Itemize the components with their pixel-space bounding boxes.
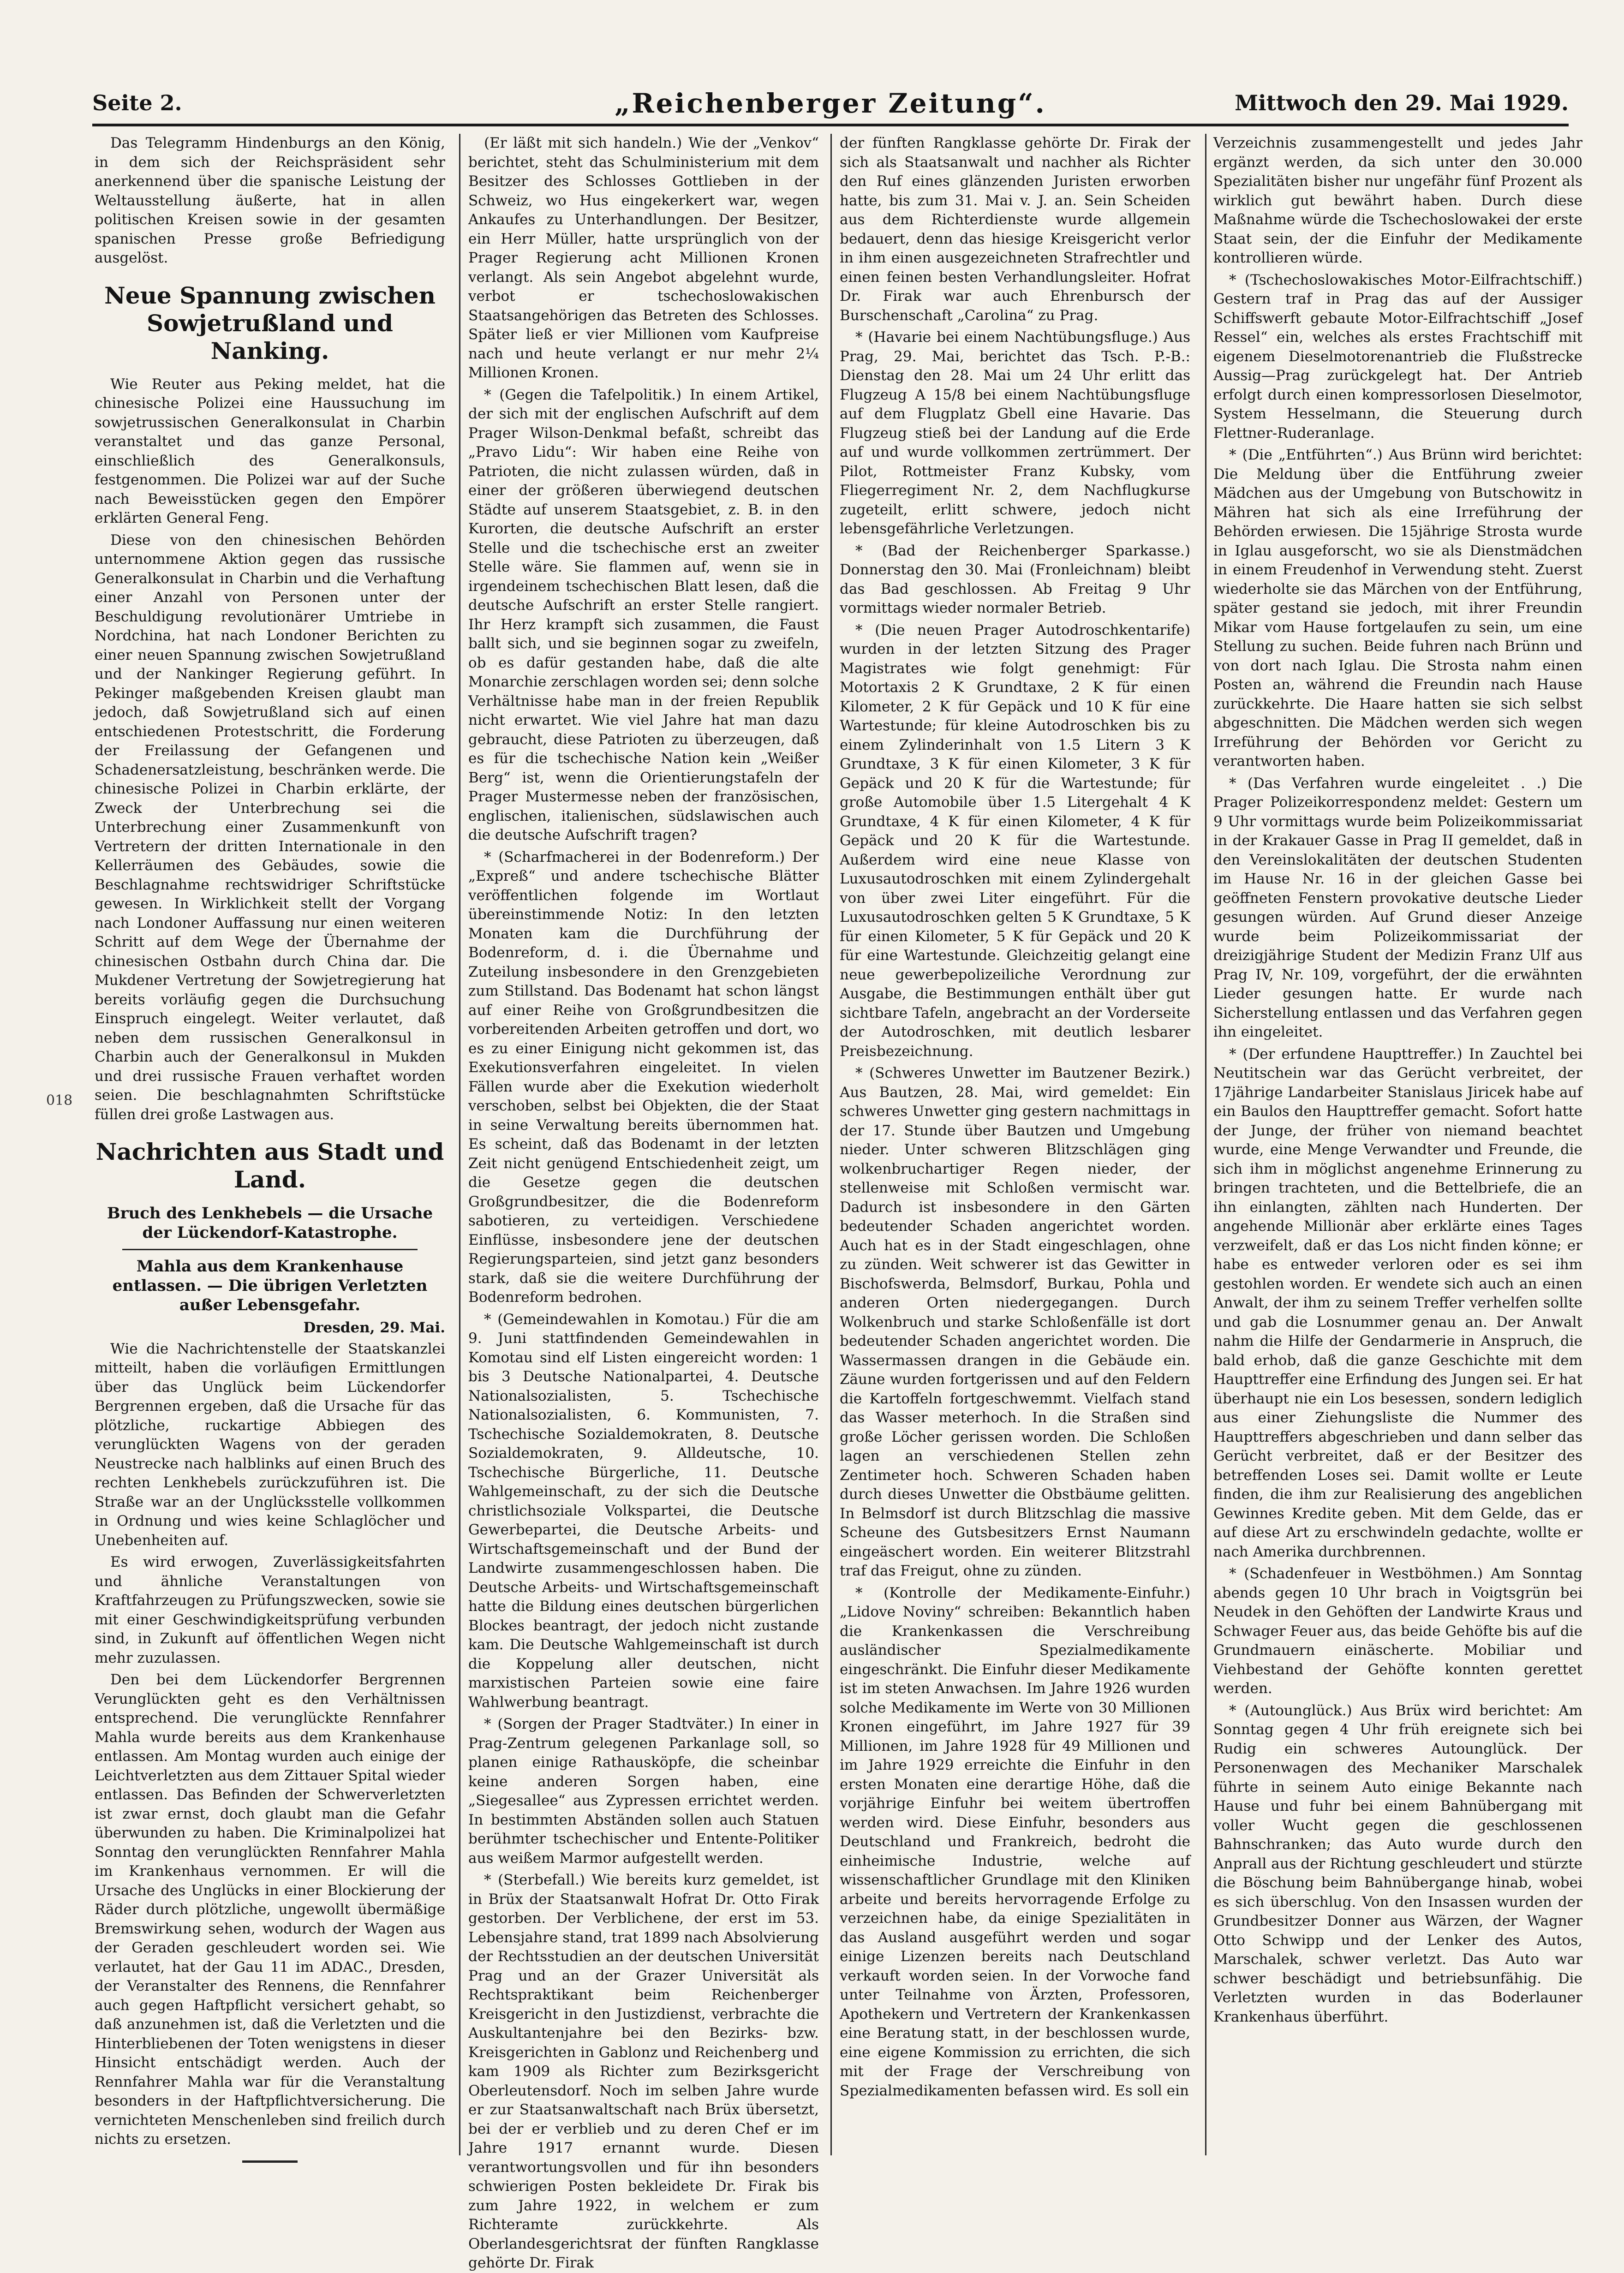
issue-date: Mittwoch den 29. Mai 1929. — [1235, 90, 1569, 115]
article-paragraph: Wie Reuter aus Peking meldet, hat die chinesische Polizei eine Haussuchung im sowjetrussischen Generalkonsulat in Charbin veranstaltet und das ganze Personal, einschließlich des Generalkonsuls, festgenommen. Die Polizei war auf der Suche nach Beweisstücken gegen den Empörer erklärten General Feng. — [95, 376, 445, 526]
news-item: * (Kontrolle der Medikamente-Einfuhr.) „Lidove Noviny“ schreiben: Bekanntlich haben die Krankenkassen die Verschreibung ausländischer Spezialmedikamente eingeschränkt. Die Einfuhr dieser Medikamente ist im steten Anwachsen. Im Jahre 1926 wurden solche Medikamente im Werte von 30 Millionen Kronen eingeführt, im Jahre 1927 für 39 Millionen, im Jahre 1928 für 49 Millionen und im Jahre 1929 erreichte die Einfuhr in den ersten Monaten eine derartige Höhe, daß die vorjährige Einfuhr bei weitem übertroffen werden wird. Diese Einfuhr, besonders aus Deutschland und Frankreich, bedroht die einheimische Industrie, welche auf wissenschaftlicher Grundlage mit den Kliniken arbeite und bereits hervorragende Erfolge zu verzeichnen habe, da einige Spezialitäten in das Ausland ausgeführt werden und sogar einige Lizenzen bereits nach Deutschland verkauft worden seien. In der Vorwoche fand unter Teilnahme von Ärzten, Professoren, Apothekern und Vertretern der Krankenkassen eine Beratung statt, in der beschlossen wurde, eine eigene Kommission zu errichten, die sich mit der Frage der Verschreibung von Spezialmedikamenten befassen wird. Es soll ein — [840, 1584, 1190, 2099]
column-3 — [840, 134, 1190, 2178]
newspaper-title: „Reichenberger Zeitung“. — [615, 88, 1046, 119]
divider — [122, 1249, 418, 1250]
news-item: * (Die „Entführten“.) Aus Brünn wird berichtet: Die Meldung über die Entführung zweier Mädchen aus der Umgebung von Butschowitz in Mähren hat sich als eine Irreführung der Behörden erwiesen. Die 15jährige Strosta wurde in Iglau ausgeforscht, wo sie als Dienstmädchen in einem Freudenhof in Verwendung steht. Zuerst wiederholte sie das Märchen von der Entführung, später gestand sie jedoch, mit ihrer Freundin Mikar vom Hause fortgelaufen zu sein, um eine Stellung zu suchen. Beide fuhren nach Brünn und von dort nach Iglau. Die Strosta nahm einen Posten an, während die Freundin nach Hause zurückkehrte. Die Haare hatten sie sich selbst abgeschnitten. Die Mädchen werden sich wegen Irreführung der Behörden vor Gericht zu verantworten haben. — [1213, 447, 1582, 770]
news-item: * (Schweres Unwetter im Bautzener Bezirk.) Aus Bautzen, 28. Mai, wird gemeldet: Ein schweres Unwetter ging gestern nachmittags in der 17. Stunde über Bautzen und Umgebung nieder. Unter schweren Blitzschlägen ging wolkenbruchartiger Regen nieder, der stellenweise mit Schloßen vermischt war. Dadurch ist insbesondere in den Gärten bedeutender Schaden angerichtet worden. Auch hat es in der Stadt eingeschlagen, ohne zu zünden. Weit schwerer ist das Gewitter in Bischofswerda, Belmsdorf, Burkau, Pohla und anderen Orten niedergegangen. Durch Wolkenbruch und starke Schloßenfälle ist dort bedeutender Schaden angerichtet worden. Die Wassermassen drangen in die Gebäude ein. Zäune wurden fortgerissen und auf den Feldern die Kartoffeln fortgeschwemmt. Vielfach stand das Wasser meterhoch. In die Straßen sind große Löcher gerissen worden. Die Schloßen lagen an verschiedenen Stellen zehn Zentimeter hoch. Schweren Schaden haben durch dieses Unwetter die Obstbäume gelitten. In Belmsdorf ist durch Blitzschlag die massive Scheune des Gutsbesitzers Ernst Naumann eingeäschert worden. Ein weiterer Blitzstrahl traf das Freigut, ohne zu zünden. — [840, 1065, 1190, 1579]
margin-mark: 018 — [46, 1092, 73, 1109]
news-item: * (Sterbefall.) Wie bereits kurz gemeldet, ist in Brüx der Staatsanwalt Hofrat Dr. Otto Firak gestorben. Der Verblichene, der erst im 53. Lebensjahre stand, trat 1899 nach Absolvierung der Rechtsstudien an der deutschen Universität Prag und an der Grazer Universität als Rechtspraktikant beim Reichenberger Kreisgericht in den Justizdienst, verbrachte die Auskultantenjahre bei den Bezirks- bzw. Kreisgerichten in Gablonz und Reichenberg und kam 1909 als Richter zum Bezirksgericht Oberleutensdorf. Noch im selben Jahre wurde er zur Staatsanwaltschaft nach Brüx übersetzt, bei der er verblieb und zu deren Chef er im Jahre 1917 ernannt wurde. Diesen verantwortungsvollen und für ihn besonders schwierigen Posten bekleidete Dr. Firak bis zum Jahre 1922, in welchem er zum Richteramte zurückkehrte. Als Oberlandesgerichtsrat der fünften Rangklasse gehörte Dr. Firak — [468, 1872, 819, 2271]
column-4 — [1213, 134, 1582, 2178]
article-end-rule — [242, 2160, 298, 2163]
news-item: (Er läßt mit sich handeln.) Wie der „Venkov“ berichtet, steht das Schulministerium mit dem Besitzer des Schlosses Gottlieben in der Schweiz, wo Hus eingekerkert war, wegen Ankaufes zu Unterhandlungen. Der Besitzer, ein Herr Müller, hatte ursprünglich von der Prager Regierung acht Millionen Kronen verlangt. Als sein Angebot abgelehnt wurde, verbot er tschechoslowakischen Staatsangehörigen das Betreten des Schlosses. Später ließ er vier Millionen vom Kaufpreise nach und heute verlangt er nur mehr 2¼ Millionen Kronen. — [468, 135, 819, 381]
column-1 — [95, 134, 445, 2178]
section-heading-stadt-und-land: Nachrichten aus Stadt und Land. — [96, 1138, 444, 1193]
news-item: * (Havarie bei einem Nachtübungsfluge.) Aus Prag, 29. Mai, berichtet das Tsch. P.-B.: Dienstag den 28. Mai um 24 Uhr erlitt das Flugzeug A 15/8 bei einem Nachtübungsfluge auf dem Flugplatz Gbell eine Havarie. Das Flugzeug stieß bei der Landung auf die Erde auf und wurde vollkommen zertrümmert. Der Pilot, Rottmeister Franz Kubsky, vom Fliegerregiment Nr. 2, dem Nachflugkurse zugeteilt, erlitt schwere, jedoch nicht lebensgefährliche Verletzungen. — [840, 329, 1190, 537]
column-rule — [1205, 134, 1206, 2155]
news-item: * (Schadenfeuer in Westböhmen.) Am Sonntag abends gegen 10 Uhr brach in Voigtsgrün bei Neudek in den Gehöften der Landwirte Kraus und Schwager Feuer aus, das beide Gehöfte bis auf die Grundmauern einäscherte. Mobiliar und Viehbestand der Gehöfte konnten gerettet werden. — [1213, 1565, 1582, 1697]
news-item: * (Das Verfahren wurde eingeleitet . .) Die Prager Polizeikorrespondenz meldet: Gestern um 9 Uhr vormittags wurde beim Polizeikommissariat in der Krakauer Gasse in Prag II gemeldet, daß in den Vereinslokalitäten der deutschen Studenten im Hause Nr. 16 in der gleichen Gasse bei geöffneten Fenstern provokative deutsche Lieder gesungen würden. Auf Grund dieser Anzeige wurde beim Polizeikommissariat der dreizigjährige Student der Medizin Franz Ulf aus Prag IV, Nr. 109, vorgeführt, der die erwähnten Lieder gesungen hatte. Er wurde nach Sicherstellung entlassen und das Verfahren gegen ihn eingeleitet. — [1213, 775, 1582, 1040]
column-rule — [830, 134, 832, 2155]
news-item: * (Die neuen Prager Autodroschkentarife) wurden in der letzten Sitzung des Prager Magistrates wie folgt genehmigt: Für Motortaxis 2 K Grundtaxe, 2 K für einen Kilometer, 2 K für Gepäck und 10 K für eine Wartestunde; für kleine Autodroschken bis zu einem Zylinderinhalt von 1.5 Litern 3 K Grundtaxe, 3 K für einen Kilometer, 3 K für Gepäck und 20 K für die Wartestunde; für große Automobile über 1.5 Litergehalt 4 K Grundtaxe, 4 K für einen Kilometer, 4 K für Gepäck und 20 K für die Wartestunde. Außerdem wird eine neue Klasse von Luxusautodroschken mit einem Zylindergehalt von über zwei Liter eingeführt. Für die Luxusautodroschken gelten 5 K Grundtaxe, 5 K für einen Kilometer, 5 K für Gepäck und 20 K für eine Wartestunde. Gleichzeitig gelangt eine neue gewerbepolizeiliche Verordnung zur Ausgabe, die Bestimmungen enthält über gut sichtbare Tafeln, angebracht an der Vorderseite der Autodroschken, mit deutlich lesbarer Preisbezeichnung. — [840, 621, 1190, 1060]
news-item: der fünften Rangklasse gehörte Dr. Firak der sich als Staatsanwalt und nachher als Richter den Ruf eines glänzenden Juristen erworben hatte, bis zum 31. Mai v. J. an. Sein Scheiden aus dem Richterdienste wurde allgemein bedauert, denn das hiesige Kreisgericht verlor in ihm einen ausgezeichneten Strafrechtler und einen feinen besten Verhandlungsleiter. Hofrat Dr. Firak war auch Ehrenbursch der Burschenschaft „Carolina“ zu Prag. — [840, 135, 1190, 324]
column-2 — [468, 134, 819, 2271]
page-header — [92, 82, 1569, 126]
news-item: * (Sorgen der Prager Stadtväter.) In einer in Prag-Zentrum gelegenen Parkanlage soll, so planen einige Rathausköpfe, die scheinbar keine anderen Sorgen haben, eine „Siegesallee“ aus Zypressen errichtet werden. In bestimmten Abständen sollen auch Statuen berühmter tschechischer und Entente-Politiker aus weißem Marmor aufgestellt werden. — [468, 1716, 819, 1867]
news-item: * (Der erfundene Haupttreffer.) In Zauchtel bei Neutitschein war das Gerücht verbreitet, der 17jährige Landarbeiter Stanislaus Jiricek habe auf ein Baulos den Haupttreffer gemacht. Sofort hatte der Junge, der früher von niemand beachtet wurde, eine Menge Verwandter und Freunde, die sich ihm in möglichst angenehme Erinnerung zu bringen trachteten, und die Bettelbriefe, die an ihn einlangten, zählten nach Hunderten. Der angehende Millionär aber erklärte eines Tages verzweifelt, daß er das Los nicht finden könne; er habe es entweder verloren oder es sei ihm gestohlen worden. Er wendete sich auch an einen Anwalt, der ihm zu seinem Treffer verhelfen sollte und gab die Losnummer genau an. Der Anwalt nahm die Hilfe der Gendarmerie in Anspruch, die bald erhob, daß die ganze Geschichte mit dem Haupttreffer eine Erfindung des Jungen sei. Er hat überhaupt nie ein Los besessen, sondern lediglich aus einer Ziehungsliste die Nummer des Haupttreffers abgeschrieben und dann selber das Gerücht verbreitet, daß er der Besitzer des betreffenden Loses sei. Damit wollte er Leute finden, die ihm zur Realisierung des angeblichen Gewinnes Kredite geben. Mit dem Gelde, das er auf diese Art zu erschwindeln gedachte, wollte er nach Amerika durchbrennen. — [1213, 1045, 1582, 1560]
news-item: * (Gemeindewahlen in Komotau.) Für die am 9. Juni stattfindenden Gemeindewahlen in Komotau sind elf Listen eingereicht worden: 1 bis 3 Deutsche Nationalpartei, 4. Deutsche Nationalsozialisten, 5. Tschechische Nationalsozialisten, 6. Kommunisten, 7. Tschechische Sozialdemokraten, 8. Deutsche Sozialdemokraten, 9. Alldeutsche, 10. Tschechische Bürgerliche, 11. Deutsche Wahlgemeinschaft, zu der sich die Deutsche christlichsoziale Volkspartei, die Deutsche Gewerbepartei, die Deutsche Arbeits- und Wirtschaftsgemeinschaft und der Bund der Landwirte zusammengeschlossen haben. Die Deutsche Arbeits- und Wirtschaftsgemeinschaft hatte die Bildung eines deutschen bürgerlichen Blockes beantragt, der jedoch nicht zustande kam. Die Deutsche Wahlgemeinschaft ist durch die Koppelung aller deutschen, nicht marxistischen Parteien sowie eine faire Wahlwerbung beantragt. — [468, 1311, 819, 1711]
subheading-mahla: Mahla aus dem Krankenhause entlassen. — Die übrigen Verletzten außer Lebensgefahr. — [112, 1257, 428, 1314]
news-item: * (Scharfmacherei in der Bodenreform.) Der „Expreß“ und andere tschechische Blätter veröffentlichen folgende im Wortlaut übereinstimmende Notiz: In den letzten Monaten kam die Durchführung der Bodenreform, d. i. die Übernahme und Zuteilung insbesondere in den Grenzgebieten zum Stillstand. Das Bodenamt hat schon längst auf einer Reihe von Großgrundbesitzen die vorbereitenden Arbeiten getroffen und dort, wo es zu einer Einigung nicht gekommen ist, das Exekutionsverfahren eingeleitet. In vielen Fällen wurde aber die Exekution wiederholt verschoben, selbst bei Objekten, die der Staat in seine Verwaltung bereits übernommen hat. Es scheint, daß das Bodenamt in der letzten Zeit nicht genügend Entschiedenheit zeigt, um die Gesetze gegen die deutschen Großgrundbesitzer, die die Bodenreform sabotieren, zu verteidigen. Verschiedene Einflüsse, insbesondere jene der deutschen Regierungsparteien, sind jetzt ganz besonders stark, daß sie die weitere Durchführung der Bodenreform bedrohen. — [468, 848, 819, 1306]
article-paragraph: Es wird erwogen, Zuverlässigkeitsfahrten und ähnliche Veranstaltungen von Kraftfahrzeugen zu Prüfungszwecken, sowie sie mit einer Geschwindigkeitsprüfung verbunden sind, in Zukunft auf öffentlichen Wegen nicht mehr zuzulassen. — [95, 1554, 445, 1666]
news-item: Verzeichnis zusammengestellt und jedes Jahr ergänzt werden, da sich unter den 30.000 Spezialitäten bisher nur ungefähr fünf Prozent als wirklich gut bewährt haben. Durch diese Maßnahme würde die Tschechoslowakei der erste Staat sein, der die Einfuhr der Medikamente kontrollieren würde. — [1213, 135, 1582, 266]
article-paragraph: Diese von den chinesischen Behörden unternommene Aktion gegen das russische Generalkonsulat in Charbin und die Verhaftung einer Anzahl von Personen unter der Beschuldigung revolutionärer Umtriebe in Nordchina, hat nach Londoner Berichten zu einer neuen Spannung zwischen Sowjetrußland und der Nankinger Regierung geführt. In Pekinger maßgebenden Kreisen glaubt man jedoch, daß Sowjetrußland sich auf einen entschiedenen Protestschritt, die Forderung der Freilassung der Gefangenen und Schadenersatzleistung, beschränken werde. Die chinesische Polizei in Charbin erklärte, der Zweck der Unterbrechung sei die Unterbrechung einer Zusammenkunft von Vertretern der dritten Internationale in den Kellerräumen des Gebäudes, sowie die Beschlagnahme rechtswidriger Schriftstücke gewesen. In Wirklichkeit stellt der Vorgang nach Londoner Auffassung nur einen weiteren Schritt auf dem Wege der Übernahme der chinesischen Ostbahn durch China dar. Die Mukdener Vertretung der Sowjetregierung hat bereits vorläufig gegen die Durchsuchung Einspruch eingelegt. Weiter verlautet, daß neben dem russischen Generalkonsul in Charbin auch der Generalkonsul in Mukden und drei russische Frauen verhaftet worden seien. Die beschlagnahmten Schriftstücke füllen drei große Lastwagen aus. — [95, 531, 445, 1123]
news-item: * (Bad der Reichenberger Sparkasse.) Donnerstag den 30. Mai (Fronleichnam) bleibt das Bad geschlossen. Ab Freitag 9 Uhr vormittags wieder normaler Betrieb. — [840, 542, 1190, 616]
news-item: * (Tschechoslowakisches Motor-Eilfrachtschiff.) Gestern traf in Prag das auf der Aussiger Schiffswerft gebaute Motor-Eilfrachtschiff „Josef Ressel“ ein, welches als erstes Frachtschiff mit eigenem Dieselmotorenantrieb die Flußstrecke Aussig—Prag zurückgelegt hat. Der Antrieb erfolgt durch einen kompressorlosen Dieselmotor, System Hesselmann, die Steuerung durch Flettner-Ruderanlage. — [1213, 271, 1582, 441]
headline-sowjetrussland-nanking: Neue Spannung zwischen Sowjetrußland und Nanking. — [104, 281, 436, 364]
subheading-lenkhebel: Bruch des Lenkhebels — die Ursache der Lückendorf-Katastrophe. — [107, 1204, 433, 1242]
article-paragraph: Das Telegramm Hindenburgs an den König, in dem sich der Reichspräsident sehr anerkennend über die spanische Leistung der Weltausstellung äußerte, hat in allen politischen Kreisen sowie in der gesamten spanischen Presse große Befriedigung ausgelöst. — [95, 135, 445, 266]
news-item: * (Gegen die Tafelpolitik.) In einem Artikel, der sich mit der englischen Aufschrift auf dem Prager Wilson-Denkmal befaßt, schreibt das „Pravo Lidu“: Wir haben eine Reihe von Patrioten, die nicht zulassen würden, daß in einer der größeren überwiegend deutschen Städte auf unserem Staatsgebiet, z. B. in den Kurorten, die deutsche Aufschrift an erster Stelle und die tschechische erst an zweiter Stelle wäre. Sie flammen auf, wenn sie in irgendeinem tschechischen Blatt lesen, daß die deutsche Aufschrift an erster Stelle rangiert. Ihr Herz krampft sich zusammen, die Faust ballt sich, und sie beginnen sogar zu zweifeln, ob es dafür gestanden habe, daß die alte Monarchie zerschlagen worden sei; denn solche Verhältnisse habe man in der freien Republik nicht erwartet. Wie viel Jahre hat man dazu gebraucht, diese Patrioten zu überzeugen, daß es für die tschechische Nation kein „Weißer Berg“ ist, wenn die Orientierungstafeln der Prager Mustermesse neben der französischen, englischen, italienischen, südslawischen auch die deutsche Aufschrift tragen? — [468, 386, 819, 843]
article-paragraph: Den bei dem Lückendorfer Bergrennen Verunglückten geht es den Verhältnissen entsprechend. Die verunglückte Rennfahrer Mahla wurde bereits aus dem Krankenhause entlassen. Am Montag wurden auch einige der Leichtverletzten aus dem Zittauer Spital wieder entlassen. Das Befinden der Schwerverletzten ist zwar ernst, doch glaubt man die Gefahr überwunden zu haben. Die Kriminalpolizei hat Sonntag den verunglückten Rennfahrer Mahla im Krankenhaus vernommen. Er will die Ursache des Unglücks in einer Blockierung der Räder durch plötzliche, ungewollt übermäßige Bremswirkung sehen, wodurch der Wagen aus der Geraden geschleudert worden sei. Wie verlautet, hat der Gau 11 im ADAC., Dresden, der Veranstalter des Rennens, die Rennfahrer auch gegen Haftpflicht versichert gehabt, so daß anzunehmen ist, daß die Verletzten und die Hinterbliebenen der Toten wenigstens in dieser Hinsicht entschädigt werden. Auch der Rennfahrer Mahla war für die Veranstaltung besonders in der Haftpflichtversicherung. Die vernichteten Menschenleben sind freilich durch nichts zu ersetzen. — [95, 1671, 445, 2148]
article-paragraph: Wie die Nachrichtenstelle der Staatskanzlei mitteilt, haben die vorläufigen Ermittlungen über das Unglück beim Lückendorfer Bergrennen ergeben, daß die Ursache für das plötzliche, ruckartige Abbiegen des verunglückten Wagens von der geraden Neustrecke nach halblinks auf einen Bruch des rechten Lenkhebels zurückzuführen ist. Die Straße war an der Unglücksstelle vollkommen in Ordnung und wies keine Schlaglöcher und Unebenheiten auf. — [95, 1340, 445, 1549]
column-rule — [459, 134, 460, 2155]
dateline: Dresden, 29. Mai. — [303, 1319, 445, 1336]
page-number: Seite 2. — [92, 90, 182, 115]
news-item: * (Autounglück.) Aus Brüx wird berichtet: Am Sonntag gegen 4 Uhr früh ereignete sich bei Rudig ein schweres Autounglück. Der Personenwagen des Mechaniker Marschalek führte in seinem Auto einige Bekannte nach Hause und fuhr bei einem Bahnübergang mit voller Wucht gegen die geschlossenen Bahnschranken; das Auto wurde durch den Anprall aus der Richtung geschleudert und stürzte die Böschung beim Bahnübergange hinab, wobei es sich überschlug. Von den Insassen wurden der Grundbesitzer Donner aus Wärzen, der Wagner Otto Schwipp und der Lenker des Autos, Marschalek, schwer verletzt. Das Auto war schwer beschädigt und betriebsunfähig. Die Verletzten wurden in das Boderlauner Krankenhaus überführt. — [1213, 1702, 1582, 2025]
